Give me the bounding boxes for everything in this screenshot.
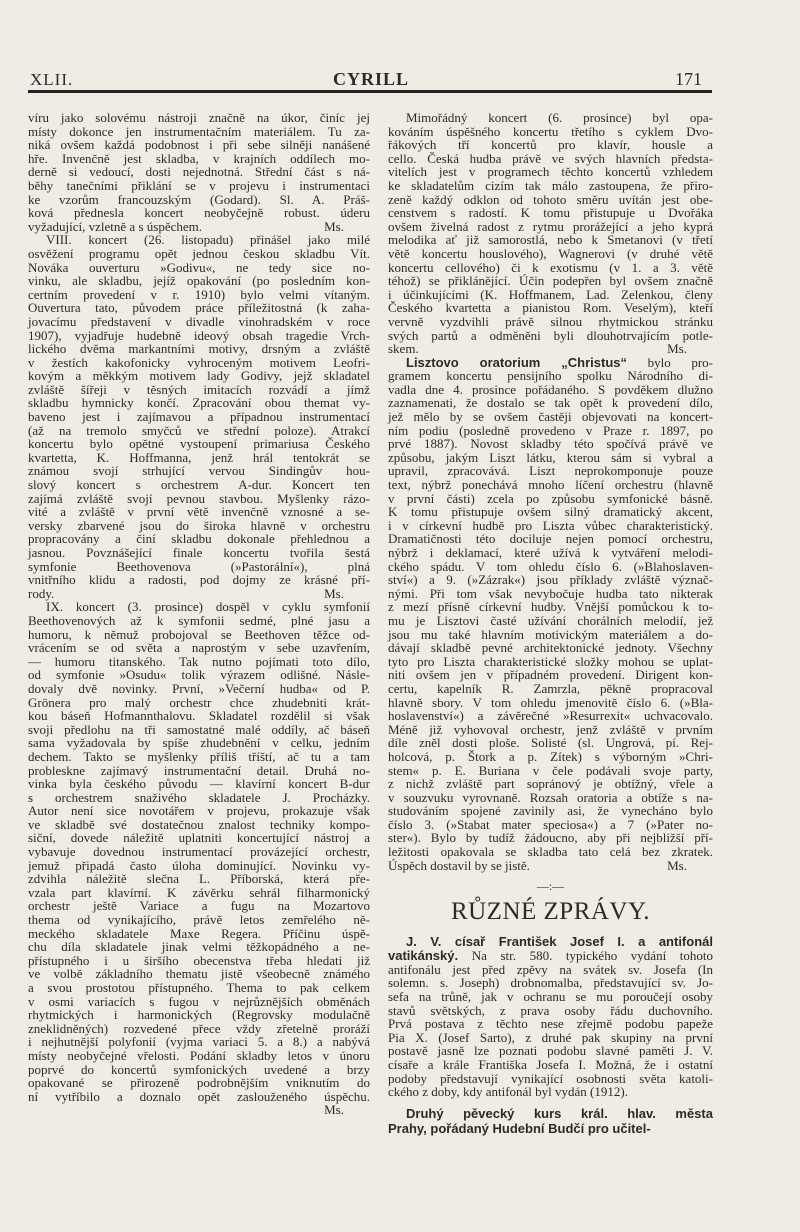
text-line: Beethovenových až k symfonii sedmé, plné jasu a [28, 612, 370, 628]
text-line [28, 220, 370, 234]
text-line: vrácením se od světa a naprostým v sebe uzavřením, [28, 640, 370, 656]
text-line: sefa na trůně, jak v ochranu se mu poroučejí osoby [388, 989, 713, 1005]
text-line: z mezí přísně církevní hudby. Vnější pomůckou k to- [388, 599, 713, 615]
text-line: kovým a měkkým motivem lady Godivy, jejž skladatel [28, 368, 370, 384]
text-line: vnitřního klidu a radosti, pod dojmy ze krásné pří- [28, 572, 370, 588]
text-line: jež mělo by se ovšem častěji objevovati na koncert- [388, 409, 713, 425]
text-line: derně si vedoucí, dosti nejednotná. Střední část s ná- [28, 164, 370, 180]
text-line: nými. Při tom však nevybočuje hudba tato nikterak [388, 585, 713, 601]
text-line: vité a zvláště v první větě invenčně vznosné a se- [28, 504, 370, 520]
text-line: i nejhutnější polyfonií (vyjma variaci 5. a 8.) a nabývá [28, 1034, 370, 1050]
text-line: císaře a krále Františka Josefa I. Možná, že i ostatní [388, 1057, 713, 1072]
text-line: ková přednesla koncert neobyčejně robust. úderu [28, 205, 370, 221]
right-column [388, 111, 713, 1136]
text-line: solemn. s. Joseph) drobnomalba, představující sv. Jo- [388, 975, 713, 991]
text-line: stem« p. E. Buriana v čele podávali svoje party, [388, 762, 713, 778]
text-line: opakované se přirozeně podrobnějším vniknutím do [28, 1075, 370, 1091]
text-line: certu, kapelník R. Zamrzla, pěkně propracoval [388, 680, 713, 696]
text-line: vinku, ale skladbu, jejíž opakování (po posledním kon- [28, 273, 370, 289]
article-paragraph [388, 934, 713, 1099]
text-line: Autor není sice novotářem v projevu, prokazuje však [28, 803, 370, 819]
text-line: ní vytříbilo a doznalo opět zaslouženého úspěchu. [28, 1088, 370, 1104]
text-line: vybavuje dovednou instrumentací provázející orchestr, [28, 844, 370, 860]
paragraph-gap [388, 1099, 713, 1106]
text-line: víru jako solovému nástroji značně na úkor, činíc jej [28, 110, 370, 125]
author-signature: Ms. [667, 341, 687, 357]
line-text: vyžadující, vzletně a s úspěchem. [28, 218, 202, 234]
text-line: zeně každý odklon od tohoto směru uvítán jest obe- [388, 191, 713, 207]
bold-lead-in: Druhý pěvecký kurs král. hlav. města [406, 1105, 713, 1121]
text-line: niká ovšem každá podobnost i při sebe silněji nanášené [28, 137, 370, 153]
text-line: v žestích kakofonicky vyhroceným motivem Leofri- [28, 354, 370, 370]
text-line [388, 1106, 713, 1121]
text-line: kou báseň Hofmannthalovu. Skladatel rozdělil si však [28, 708, 370, 724]
text-line: svoji předlohu na tři samostatné malé oddíly, ač báseň [28, 721, 370, 737]
text-line: jemuž připadá často úloha dominující. Novinku vy- [28, 857, 370, 873]
text-line: od symfonie »Osudu« tolik výrazem odlišné. Násle- [28, 667, 370, 683]
author-signature: Ms. [324, 1102, 344, 1118]
text-line: stavů světských, z prava osoby řádu duchovního. [388, 1002, 713, 1018]
page-number: 171 [675, 69, 702, 89]
text-line: dovaly dvě novinky. První, »Večerní hudba« od P. [28, 680, 370, 696]
text-line [388, 934, 713, 949]
text-line: ke vzorům francouzským (Godard). Sl. A. Práš- [28, 191, 370, 207]
left-column [28, 111, 370, 1117]
bold-lead-in: Lisztovo oratorium „Christus“ [406, 354, 628, 370]
text-line: hře. Invenčně jest skladba, v krajních oddílech mo- [28, 150, 370, 166]
text-line: K tomu přistupuje ovšem silný dramatický akcent, [388, 504, 713, 520]
text-line: slový koncert s orchestrem A-dur. Koncert ten [28, 477, 370, 493]
text-line: díle zněl dosti ploše. Solisté (sl. Ungrová, pí. Rej- [388, 735, 713, 751]
text-line: vzala part klavírní. K závěrku sehrál filharmonický [28, 884, 370, 900]
text-line [388, 859, 713, 873]
news-list [388, 934, 713, 1136]
text-line: Méně již vyhovoval orchestr, jenž zvláště v prvním [388, 721, 713, 737]
text-line: humoru, k němuž probojoval se Beethoven těžce od- [28, 626, 370, 642]
text-line: symfonie Beethovenova (»Pastorální«), plná [28, 558, 370, 574]
line-text: Na str. 580. typického vydání tohoto [458, 948, 713, 964]
text-line: mu je Lisztovi časté užívání chorálních melodií, jež [388, 612, 713, 628]
line-text: rody. [28, 585, 55, 601]
text-line: ovšem živelná radost z rytmu prorážející a jeho kyprá [388, 218, 713, 234]
text-line: text, nýbrž ponechává mnoho líčení orchestru (hlavně [388, 477, 713, 493]
text-line: hoslavenství«) a závěrečné »Resurrexit« uchvacovalo. [388, 708, 713, 724]
author-signature: Ms. [324, 585, 344, 601]
text-line: rhytmických i harmonických (Regrovsky modulačně [28, 1007, 370, 1023]
text-line: ležitosti opakovala se skladba tato celá bez zkratek. [388, 844, 713, 860]
text-line: certním provedení v r. 1910) bylo velmi vítaným. [28, 286, 370, 302]
text-line: zaznamenati, že dostalo se tak opět k provedení dílo, [388, 395, 713, 411]
text-line: s orchestrem snaživého skladatele J. Procházky. [28, 789, 370, 805]
article-paragraph [28, 111, 370, 233]
text-line: místy dokonce jen instrumentačním materiálem. Tu za- [28, 123, 370, 139]
text-line: Prvá postava z těchto nese zřejmě podobu papeže [388, 1016, 713, 1032]
text-line: nýbrž i deklamací, které užívá k vytváření melodi- [388, 545, 713, 560]
text-line: upravil, zpracovává. Liszt neprokomponuje pouze [388, 463, 713, 479]
text-line: studováním spojené zavinily asi, že vynecháno bylo [388, 803, 713, 819]
text-line: baveno jest i zajímavou a případnou instrumentací [28, 409, 370, 425]
text-line: téhož) se přiklánějící. Účin podepřen byl ovšem značně [388, 273, 713, 289]
text-line: přístupného i u širšího obecenstva třeba hledati již [28, 952, 370, 968]
text-line: gramem koncertu pensijního spolku Národního di- [388, 368, 713, 384]
text-line: postavě jasně lze poznati podobu slavné paměti J. V. [388, 1043, 713, 1059]
text-line: Mimořádný koncert (6. prosince) byl opa- [406, 110, 713, 125]
line-text: bylo pro- [627, 354, 713, 370]
text-line: v souzvuku vyrovnaně. Rozsah oratoria a obtíže s na- [388, 789, 713, 805]
text-line: řákových tří koncertů pro klavír, housle a [388, 137, 713, 153]
text-line: v osmi variacích s fugou v nejrůznějších obměnách [28, 993, 370, 1009]
text-line: 1907), vyjadřuje hudebně ideový obsah tragedie Vrch- [28, 327, 370, 343]
text-line: zvláště šířeji v těsných imitacích rozvádí a jímž [28, 381, 370, 397]
text-line: IX. koncert (3. prosince) dospěl v cyklu symfonií [46, 599, 370, 615]
text-line: zneklidněných) rozvedené přece vždy zřetelně proráží [28, 1020, 370, 1036]
text-line: skladbu hymnicky končí. Zpracování obou themat vy- [28, 395, 370, 411]
text-line: ve skladbě své dostatečnou znalost techniky kompo- [28, 816, 370, 832]
text-line: (až na tremolo smyčců ve střední poloze). Atrakcí [28, 422, 370, 438]
text-line: Českého kvartetta a pianistou Rom. Veselým), kteří [388, 300, 713, 316]
text-line: — humoru titanského. Tak nutno pojímati toto dílo, [28, 653, 370, 669]
text-line: dechem. Takto se myšlenky příliš tříští, ač tu a tam [28, 748, 370, 764]
text-line: ckého spádu. V tom ohledu číslo 6. (»Blahoslaven- [388, 558, 713, 574]
text-line [28, 587, 370, 601]
article-paragraph [28, 233, 370, 600]
text-line [388, 356, 713, 370]
text-line [388, 1121, 713, 1136]
text-line: orchestr ještě Variace a fugu na Mozartovo [28, 898, 370, 914]
text-line: jovacímu představení v divadle vinohradském v roce [28, 313, 370, 329]
bold-lead-in: Prahy, pořádaný Hudební Budčí pro učitel- [388, 1120, 651, 1136]
text-line: i v církevní hudbě pro Liszta vůbec charakteristický. [388, 517, 713, 533]
text-line: ním podiu (posledně provedeno v Praze r. 1897, po [388, 422, 713, 438]
text-line: způsobu, jakým Liszt látku, kterou sám si vybral a [388, 449, 713, 465]
text-line: a svou prostotou přístupného. Thema to pak celkem [28, 980, 370, 995]
text-line: versky zbarvené jsou do široka hlavně v orchestru [28, 517, 370, 533]
text-line: kováním úspěšného koncertu třetího s cyklem Dvo- [388, 123, 713, 139]
bold-lead-in: vatikánský. [388, 948, 459, 964]
section-heading: RŮZNÉ ZPRÁVY. [450, 898, 651, 926]
text-line: thema od vynikajícího, právě letos zemřelého ně- [28, 912, 370, 928]
text-line: VIII. koncert (26. listopadu) přinášel jako milé [46, 232, 370, 248]
article-paragraph [388, 1106, 713, 1136]
text-line: chu díla skladatele jinak velmi těžkopádného a ne- [28, 939, 370, 955]
text-line: Nováka ouverturu »Godivu«, ne tedy sice no- [28, 259, 370, 275]
text-line: jsou mu také hlavním motivickým materiálem a do- [388, 626, 713, 642]
text-line: propracovány a činí skladbu dokonale přehlednou a [28, 531, 370, 547]
text-line: prvé 1887). Novost skladby této spočívá právě ve [388, 436, 713, 452]
text-line: jasnou. Povznášející finale koncertu tvořila šestá [28, 545, 370, 560]
text-line: běhy tanečními přiklání se v projevu i instrumentaci [28, 177, 370, 193]
text-line: známou svojí strhující vervou Sindingův hou- [28, 463, 370, 479]
author-signature: Ms. [324, 218, 344, 234]
text-line: Ouvertura tato, původem práce příležitostná (k zaha- [28, 300, 370, 316]
running-header [28, 66, 712, 92]
text-line: hlavně sbory. V tom ohledu jmenovitě číslo 6. (»Bla- [388, 694, 713, 710]
text-line: poprvé do koncertů symfonických uvedené a brzy [28, 1061, 370, 1077]
text-line: Grönera pro malý orchestr chce zhudebniti krát- [28, 694, 370, 710]
bold-lead-in: J. V. císař František Josef I. a antifonál [406, 934, 713, 950]
text-line: koncertu cellového) či k exotismu (v 1. a 3. větě [388, 259, 713, 275]
text-line: meckého skladatele Maxe Regera. Příčinu úspě- [28, 925, 370, 941]
text-line [388, 342, 713, 356]
text-line: osvěžení programu opět jednou českou skladbu Vít. [28, 245, 370, 261]
text-line: i účinkujícími (K. Hoffmanem, Lad. Zelenkou, členy [388, 286, 713, 302]
article-paragraph [28, 600, 370, 1117]
text-line: siční, dovede náležitě uplatniti koncertující nástroj a [28, 830, 370, 846]
article-paragraph [388, 111, 713, 356]
text-line [388, 949, 713, 963]
text-line: sama vyžadovala by spíše zhudebnění v celku, jedním [28, 735, 370, 751]
text-line: větě koncertu houslového), Wagnerovi (v druhé větě [388, 245, 713, 261]
text-line: lického dvěma markantními motivy, drsným a zvláště [28, 341, 370, 357]
text-line: vitelích jest v programech těchto koncertů vzhledem [388, 164, 713, 180]
text-line: Pia X. (Josef Sarto), z druhé pak skupiny na první [388, 1029, 713, 1045]
text-line: censtvem s radostí. K tomu přistupuje u Dvořáka [388, 205, 713, 221]
text-line: koncertu bylo opětné vystoupení primariusa Českého [28, 436, 370, 452]
text-line: Dramatičnosti této dociluje nejen pomocí orchestru, [388, 531, 713, 547]
volume-number: XLII. [30, 70, 74, 89]
text-line: dávají skladbě pevné architektonické jednoty. Všechny [388, 640, 713, 656]
text-line: antifonálu jest před zpěvy na svátek sv. Josefa (In [388, 961, 713, 977]
text-line: ster«). Bylo by tudíž žádoucno, aby při nejbližší pří- [388, 830, 713, 846]
text-line: tyto pro Liszta charakteristické složky mohou se uplat- [388, 653, 713, 669]
line-text: Úspěch dostavil by se jistě. [388, 857, 530, 873]
text-line: vadla dne 4. prosince pořádaného. S povděkem dlužno [388, 381, 713, 397]
line-text: skem. [388, 341, 419, 357]
text-line: cello. Česká hudba právě ve svých hlavních předsta- [388, 150, 713, 166]
text-line: z nichž zvláště part sopránový je obtížný, vřele a [388, 776, 713, 792]
text-line: ckého z doby, kdy antifonál byl vydán (1912). [388, 1084, 628, 1100]
text-line: zdvihla náležitě slečna L. Příborská, která pře- [28, 871, 370, 887]
section-separator: —:— [536, 879, 565, 894]
text-line: vinka byla českého původu — klavírní koncert B-dur [28, 776, 370, 792]
article-paragraph [388, 356, 713, 873]
text-line: melodika ať již samorostlá, nebo k Smetanovi (v třetí [388, 232, 713, 248]
text-line: ve volbě základního thematu jistě všeobecně známého [28, 966, 370, 982]
text-line: niti ovšem jen v případném provedení. Dirigent kon- [388, 667, 713, 683]
author-signature: Ms. [667, 857, 687, 873]
text-line: vervně vyzdvihli právě silnou rhytmickou stránku [388, 313, 713, 329]
text-line: podoby představují vynikající osobnosti světa katoli- [388, 1070, 713, 1086]
text-line: místy neobyčejné vřelosti. Podání skladby letos v únoru [28, 1047, 370, 1063]
text-line: kvartetta, K. Hoffmanna, jenž hrál tentokrát se [28, 449, 370, 465]
text-line: číslo 3. (»Stabat mater speciosa«) a 7 (»Pater no- [388, 816, 713, 832]
header-rule [28, 90, 712, 93]
text-line: ství«) a 9. (»Zázrak«) jsou příklady zvláště význač- [388, 572, 713, 588]
text-line: holcová, p. Štork a p. Zítek) s výborným »Chri- [388, 748, 713, 764]
text-line: zajímá zvláště svojí pevnou stavbou. Myšlenky rázo- [28, 490, 370, 506]
text-line: svých partů a odměněni byli dlouhotrvajícím potle- [388, 327, 713, 343]
text-line: probleskne zajímavý instrumentační detail. Druhá no- [28, 762, 370, 778]
text-line: ke skladatelům cizím tak málo zastoupena, že přiro- [388, 177, 713, 193]
text-line [28, 1103, 370, 1117]
journal-title: CYRILL [333, 69, 410, 89]
text-line: v první části) zcela po způsobu symfonické básně. [388, 490, 713, 506]
